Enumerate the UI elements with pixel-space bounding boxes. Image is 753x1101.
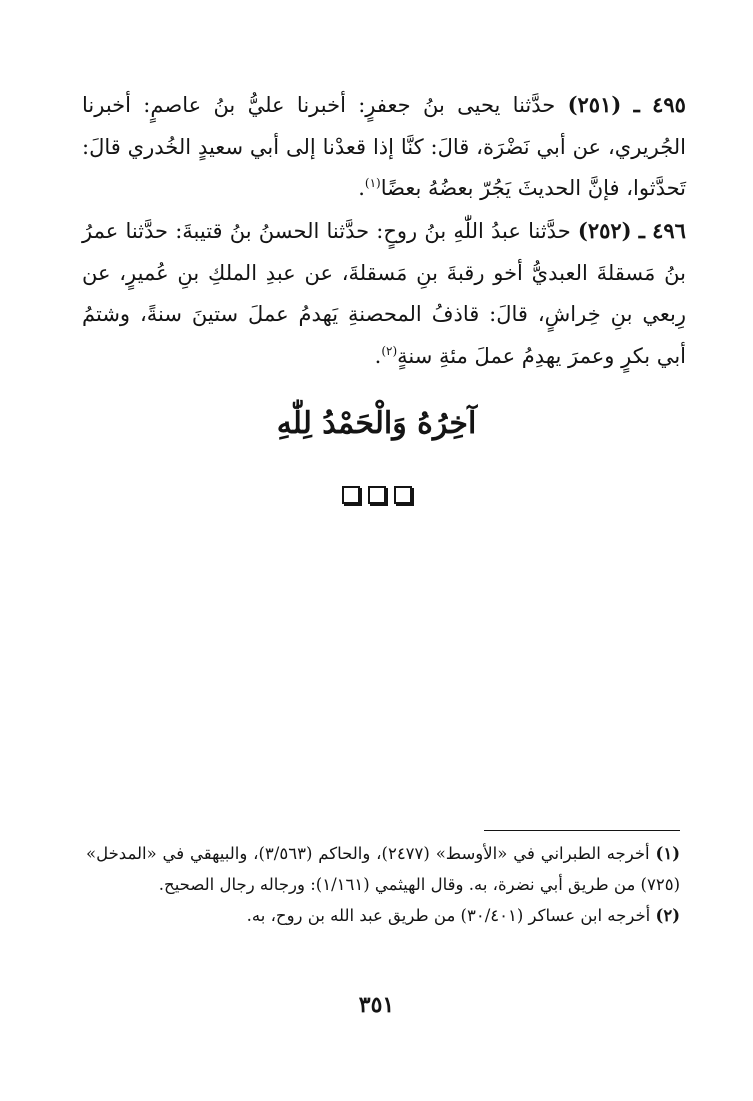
hadith-text: حدَّثنا عبدُ اللّٰهِ بنُ روحٍ: حدَّثنا الحسنُ بنُ قتيبةَ: حدَّثنا عمرُ بنُ مَسقلةَ العبديُّ أخو رقبةَ بنِ مَسقلةَ، عن عبدِ الملكِ بنِ عُميرٍ، عن رِبعي بنِ خِراشٍ، قالَ: قاذفُ المحصنةِ يَهدمُ عملَ ستينَ سنةً، وشتمُ أبي بكرٍ وعمرَ يهدِمُ عملَ مئةِ سنةٍ	[82, 219, 686, 368]
footnotes	[86, 838, 680, 931]
ornament-square-icon	[342, 486, 360, 504]
closing-phrase: آخِرُهُ وَالْحَمْدُ لِلّٰهِ	[276, 406, 477, 441]
footnote-divider	[484, 830, 680, 831]
hadith-number: ٤٩٥	[652, 92, 686, 117]
footnote-ref: (١)	[364, 176, 381, 190]
hadith-end: .	[374, 343, 382, 368]
footnote-number: (١)	[655, 844, 680, 863]
hadith-paragraph-496	[82, 210, 686, 377]
footnote-1	[86, 838, 680, 900]
footnote-text: أخرجه ابن عساكر (٣٠/٤٠١) من طريق عبد الله بن روح، به.	[246, 906, 651, 925]
ornament-square-icon	[368, 486, 386, 504]
hadith-end: .	[358, 176, 365, 200]
hadith-sequence: (٢٥٢)	[577, 218, 632, 243]
hadith-dash: ـ	[633, 92, 640, 117]
footnote-2	[86, 900, 680, 931]
hadith-sequence: (٢٥١)	[567, 92, 622, 117]
hadith-paragraph-495	[82, 84, 686, 210]
page-number: ٣٥١	[358, 992, 395, 1018]
hadith-number: ٤٩٦	[652, 218, 686, 243]
footnote-ref: (٢)	[381, 343, 398, 358]
hadith-text: حدَّثنا يحيى بنُ جعفرٍ: أخبرنا عليُّ بنُ عاصمٍ: أخبرنا الجُريري، عن أبي نَضْرَة، قالَ: كنَّا إذا قعدْنا إلى أبي سعيدٍ الخُدري قالَ: تَحدَّثوا، فإنَّ الحديثَ يَجُرّ بعضُهُ بعضًا	[82, 93, 686, 200]
section-end-ornament	[0, 486, 753, 504]
footnote-text: أخرجه الطبراني في «الأوسط» (٢٤٧٧)، والحاكم (٣/٥٦٣)، والبيهقي في «المدخل» (٧٢٥) من طريق أبي نضرة، به. وقال الهيثمي (١/١٦١): ورجاله رجال الصحيح.	[86, 844, 680, 894]
footnote-number: (٢)	[655, 906, 680, 925]
hadith-dash: ـ	[638, 218, 645, 243]
ornament-square-icon	[394, 486, 412, 504]
